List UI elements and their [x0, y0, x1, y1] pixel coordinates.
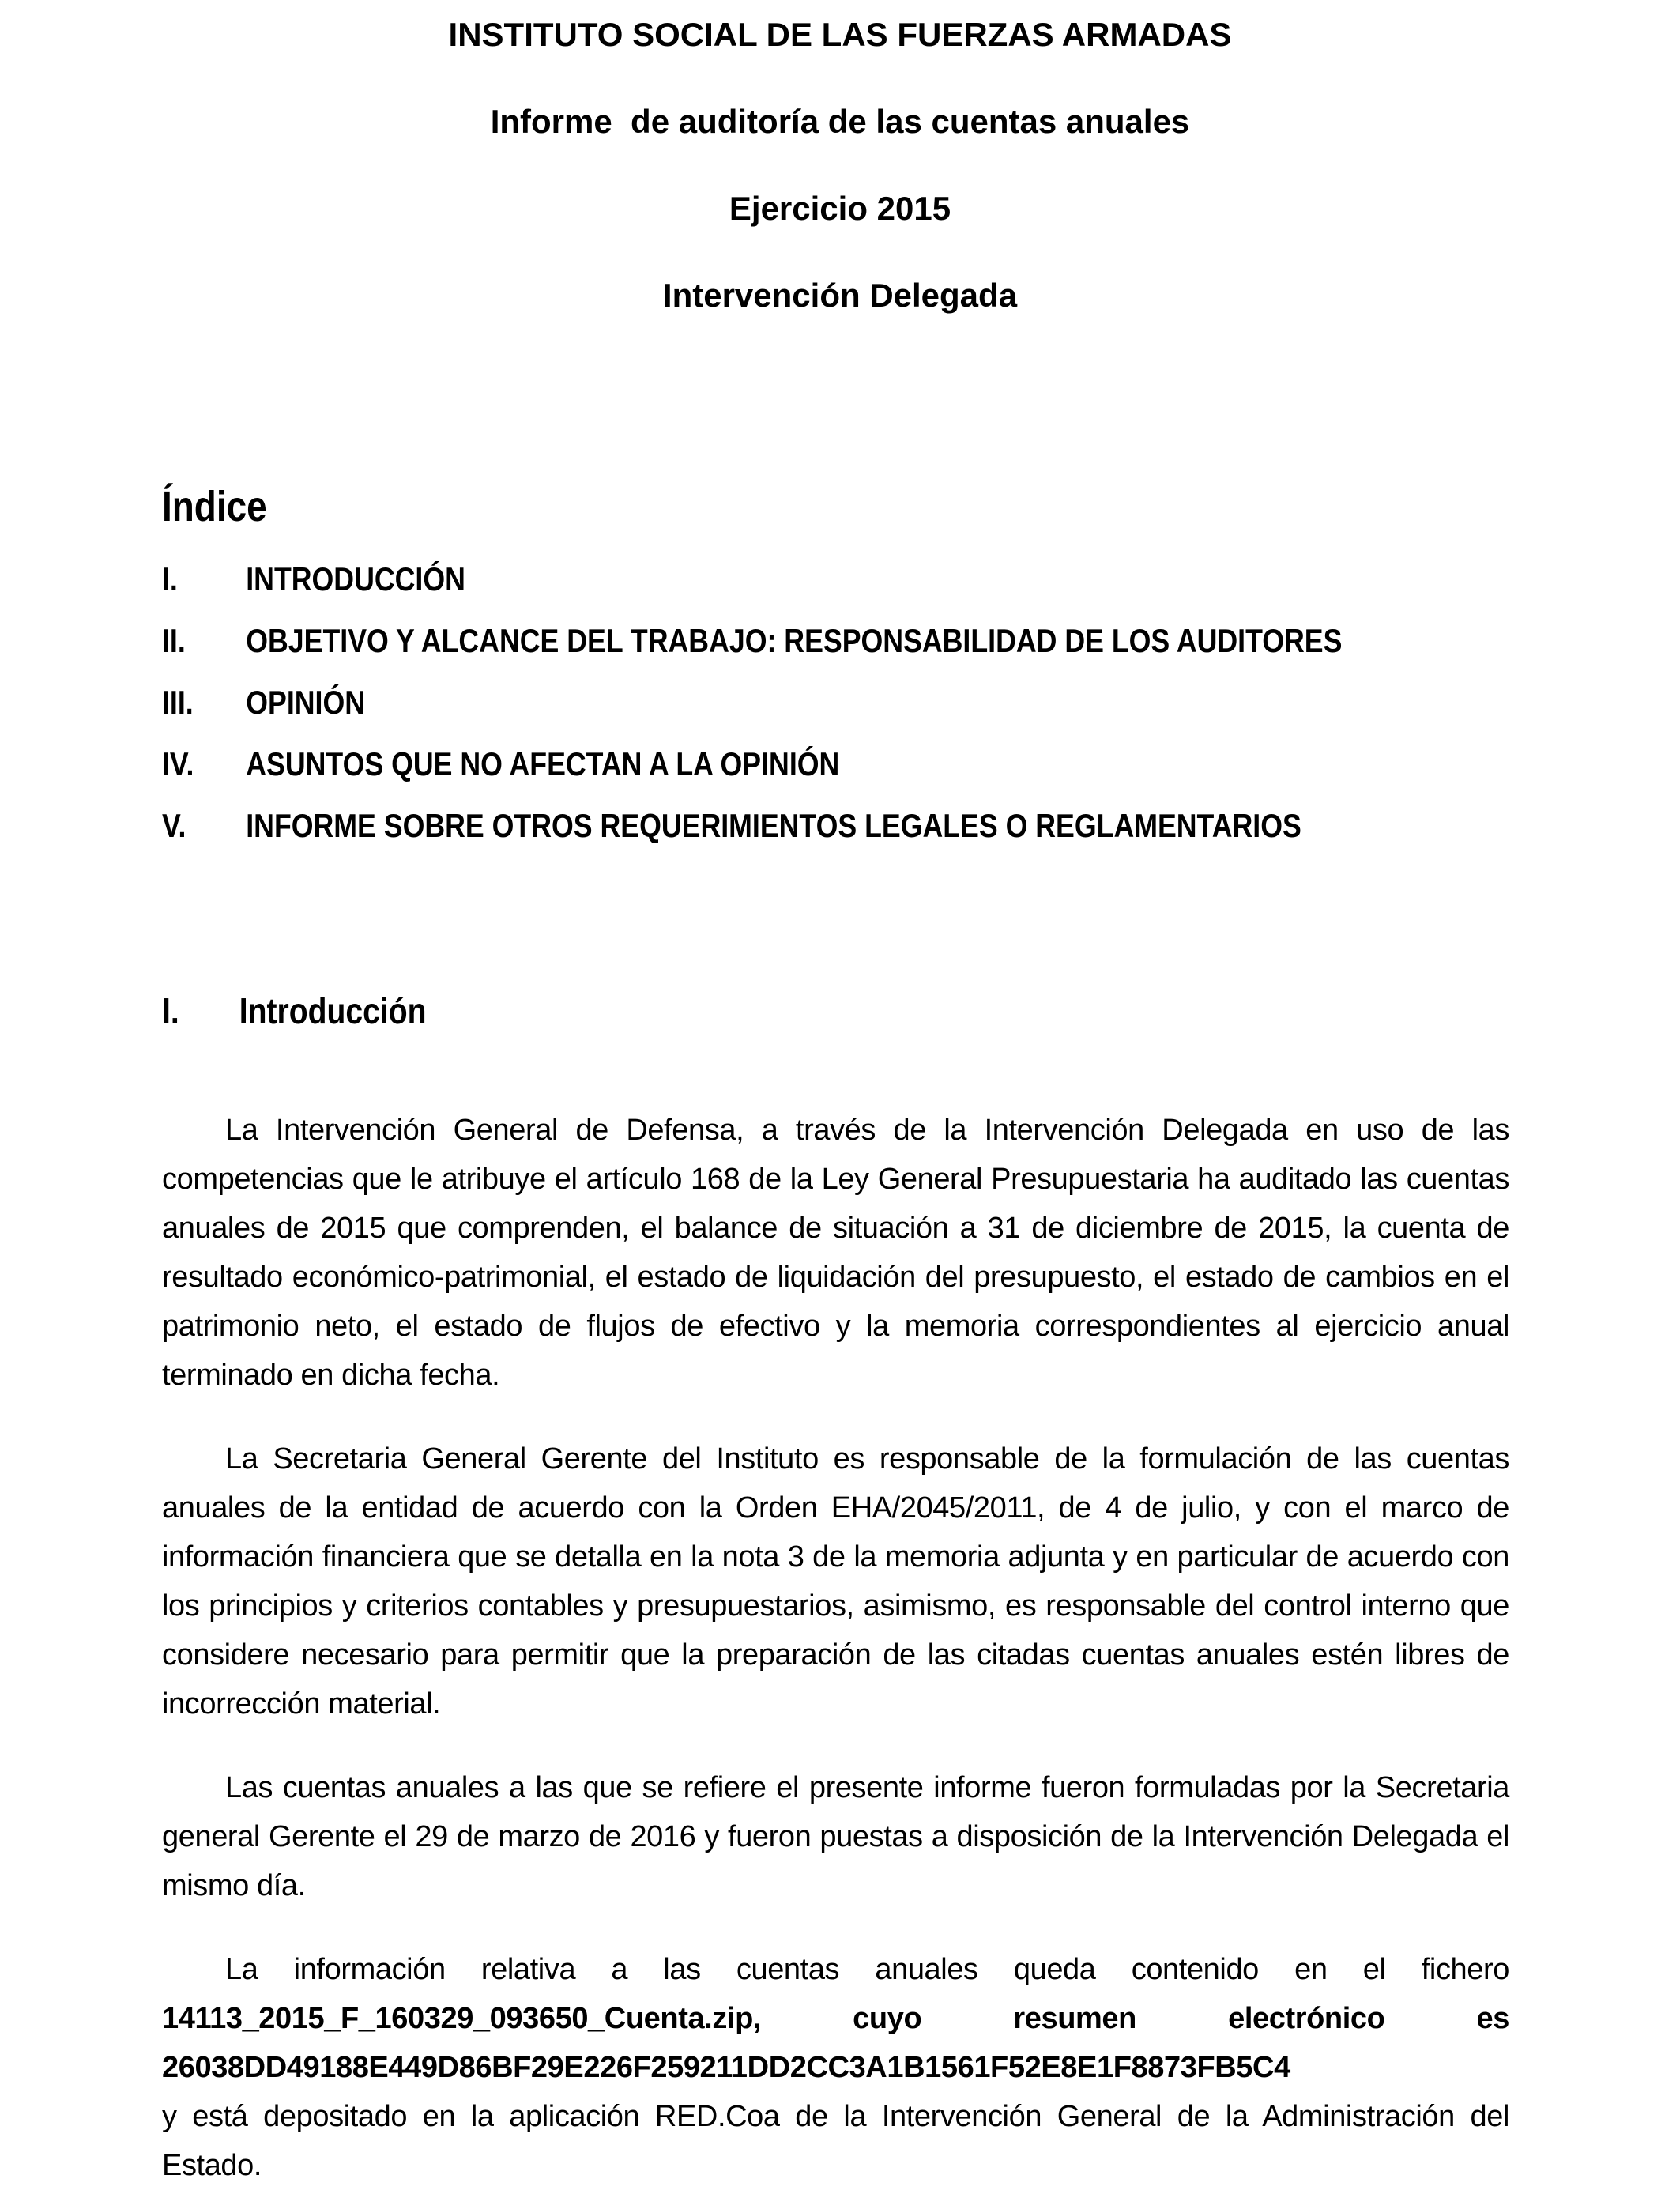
section-heading-introduccion [162, 988, 1509, 1034]
section-numeral: I. [162, 990, 179, 1031]
toc-heading: Índice [162, 483, 267, 530]
toc-item-introduccion [162, 548, 1509, 610]
toc-item-objetivo [162, 610, 1509, 672]
toc-list [162, 548, 1509, 857]
title-institution: INSTITUTO SOCIAL DE LAS FUERZAS ARMADAS [448, 16, 1232, 53]
toc-item-numeral: IV. [162, 745, 194, 782]
title-exercise: Ejercicio 2015 [729, 190, 951, 227]
paragraph-responsibility: La Secretaria General Gerente del Instituto es responsable de la formulación de las cuentas anuales de la entidad de acuerdo con la Orden EHA/2045/2011, de 4 de julio, y con el marco de información financiera que se detalla en la nota 3 de la memoria adjunta y en particular de acuerdo con los principios y criterios contables y presupuestarios, asimismo, es responsable del control interno que considere necesario para permitir que la preparación de las citadas cuentas anuales estén libres de incorrección material. [162, 1442, 1509, 1721]
body-text [162, 1106, 1509, 2190]
toc-item-asuntos [162, 733, 1509, 795]
toc-item-label: OBJETIVO Y ALCANCE DEL TRABAJO: RESPONSABILIDAD DE LOS AUDITORES [246, 622, 1343, 659]
para4-file-and-hash: 14113_2015_F_160329_093650_Cuenta.zip, cuyo resumen electrónico es 26038DD49188E449D86BF29E226F259211DD2CC3A1B1561F52E8E1F8873FB5C4 [162, 2002, 1509, 2084]
toc-item-label: OPINIÓN [246, 684, 366, 721]
title-report: Informe de auditoría de las cuentas anuales [490, 103, 1190, 140]
section-title: Introducción [239, 990, 427, 1031]
para4-lead: La información relativa a las cuentas anuales queda contenido en el fichero [225, 1953, 1509, 1986]
toc-item-numeral: I. [162, 560, 178, 598]
paragraph-file-info [162, 1945, 1509, 2190]
paragraph-audited-accounts: La Intervención General de Defensa, a través de la Intervención Delegada en uso de las competencias que le atribuye el artículo 168 de la Ley General Presupuestaria ha auditado las cuentas anuales de 2015 que comprenden, el balance de situación a 31 de diciembre de 2015, la cuenta de resultado económico-patrimonial, el estado de liquidación del presupuesto, el estado de cambios en el patrimonio neto, el estado de flujos de efectivo y la memoria correspondientes al ejercicio anual terminado en dicha fecha. [162, 1114, 1509, 1392]
toc-item-label: INFORME SOBRE OTROS REQUERIMIENTOS LEGALES O REGLAMENTARIOS [246, 807, 1301, 844]
toc-item-opinion [162, 672, 1509, 733]
paragraph-formulation-date: Las cuentas anuales a las que se refiere el presente informe fueron formuladas por la Secretaria general Gerente el 29 de marzo de 2016 y fueron puestas a disposición de la Intervención Delegada el mismo día. [162, 1771, 1509, 1902]
toc-item-informe [162, 795, 1509, 857]
toc-item-numeral: II. [162, 622, 186, 659]
toc-item-label: INTRODUCCIÓN [246, 560, 465, 598]
toc-item-label: ASUNTOS QUE NO AFECTAN A LA OPINIÓN [246, 745, 840, 782]
toc-item-numeral: III. [162, 684, 194, 721]
toc-item-numeral: V. [162, 807, 186, 844]
para4-tail: y está depositado en la aplicación RED.Coa de la Intervención General de la Administración del Estado. [162, 2100, 1509, 2182]
title-unit: Intervención Delegada [662, 277, 1018, 314]
